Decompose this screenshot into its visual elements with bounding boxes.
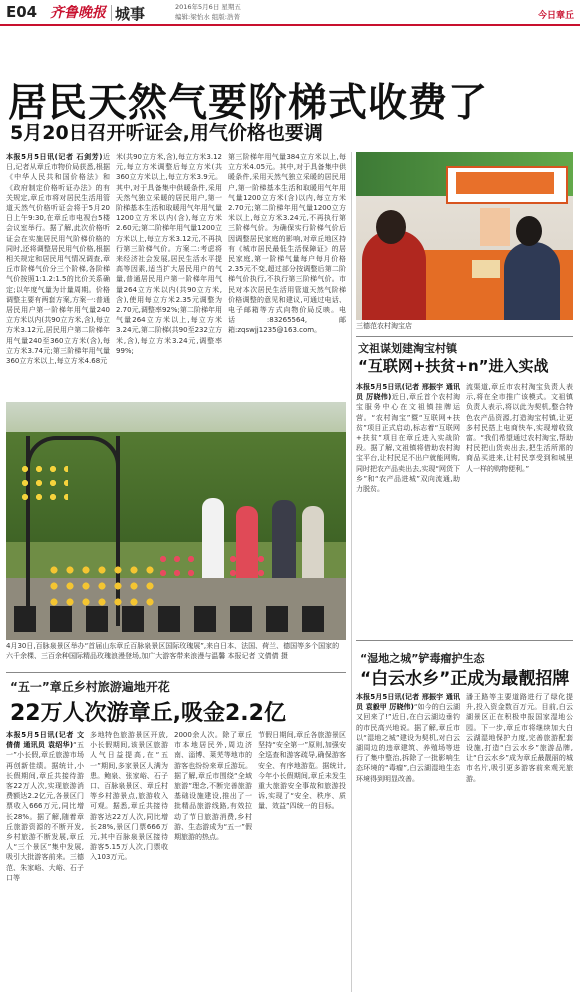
- tourism-kicker: “五一”章丘乡村旅游遍地开花: [10, 680, 170, 694]
- taobao-rule: [356, 336, 573, 337]
- wetland-kicker: “湿地之城”铲毒瘤护生态: [360, 652, 485, 665]
- masthead-divider: [111, 5, 112, 21]
- taobao-photo: [356, 152, 573, 320]
- tourism-column-2: [90, 730, 168, 992]
- photo-person-right: [504, 242, 560, 320]
- wetland-rule: [356, 640, 573, 641]
- tourism-text-4: 节假日期间,章丘各旅游景区坚持“安全第一”原则,加强安全巡查和游客疏导,确保游客安全、有序地游览。据统计,今年小长假期间,章丘未发生重大旅游安全事故和旅游投诉,实现了“安全、秩序、质量、效益”四统一的目标。: [258, 731, 346, 811]
- lead-subhead: 5月20日召开听证会,用气价格也要调: [10, 122, 323, 144]
- rose-photo: [6, 402, 346, 640]
- taobao-photo-caption: 三德范农村淘宝店: [356, 322, 412, 330]
- wetland-column-1: [356, 692, 460, 992]
- lead-text-1: 近日,记者从章丘市物价局获悉,根据《中华人民共和国价格法》和《政府制定价格听证办法》的有关规定,章丘市将对居民生活用管道天然气价格听证会将于5月20日上午9:30,在章丘市电视台5楼会议室举行。据了解,此次价格听证会在实施居民用气阶梯价格的同时,还将调整居民用气价格,根据相关规定和居民用气情况调查,章丘市阶梯气价分三个阶梯,各阶梯气价按照1:1.2:1.5的比价关系确定;以年度气量为计量周期。价格调整主要有两套方案,方案一:普通居民用户第一阶梯年用气量240立方米以内(共90立方米,含),每立方米3.12元,居民用户第二阶梯年用气量240至360立方米(含),每立方米3.74元;第三阶梯年用气量360立方米以上,每立方米4.68元: [6, 153, 110, 366]
- photo-sign-box-2: [456, 172, 554, 194]
- wetland-headline: “白云水乡”正成为最靓招牌: [360, 669, 570, 689]
- photo-visitor-1: [202, 498, 224, 578]
- lead-headline: 居民天然气要阶梯式收费了: [8, 81, 489, 126]
- lead-column-1: [6, 152, 110, 388]
- wetland-byline: 本报5月5日讯(记者 邢振宇 通讯员 袁毅甲 厉晓伟): [356, 693, 460, 712]
- photo-roses-1: [18, 462, 68, 502]
- column-divider: [351, 152, 352, 992]
- rose-photo-caption: 4月30日,百脉泉景区举办“首届山东章丘百脉泉景区国际玫瑰展”,来自日本、法国、荷兰、德国等多个国家的六千余棵、三百余种国际精品玫瑰浪漫登场,加广大游客带来浪漫与温馨 本报记者 文倩倩 摄: [6, 642, 340, 660]
- taobao-byline: 本报5月5日讯(记者 邢振宇 通讯员 厉晓伟): [356, 383, 460, 402]
- lead-column-2: [116, 152, 222, 388]
- lead-column-3: [228, 152, 346, 388]
- wetland-text-1: “如今的白云湖又回来了!”近日,在白云湖边垂钓的市民高兴地说。据了解,章丘市以“湿地之城”建设为契机,对白云湖周边的违章建筑、养殖场等进行了集中整治,拆除了一批影响生态环境的“毒瘤”,白云湖湿地生态环境得到明显改善。: [356, 703, 460, 783]
- taobao-kicker: 文祖谋划建淘宝村镇: [358, 342, 457, 355]
- photo-parcel: [472, 260, 500, 278]
- taobao-text-1: 近日,章丘首个农村淘宝服务中心在文祖镇挂牌运营。“农村淘宝”暨“互联网+扶贫”项目正式启动,标志着“互联网+扶贫”项目在章丘进入实战阶段。据了解,文祖镇将借助农村淘宝平台,让村民足不出户就能网购,同时把农产品卖出去,实现“网货下乡”和“农产品进城”双向流通,助力脱贫。: [356, 393, 460, 494]
- paper-logo: 齐鲁晚报: [50, 5, 106, 21]
- photo-roses-2: [46, 562, 156, 612]
- taobao-headline: “互联网+扶贫+n”进入实战: [358, 357, 549, 375]
- lead-byline: 本报5月5日讯(记者 石剑芳): [6, 153, 103, 161]
- tourism-text-1: “五一”小长假,章丘旅游市场再创新佳绩。据统计,小长假期间,章丘共接待游客22万人次,实现旅游消费额达2.2亿元,各景区门票收入666万元,同比增长28%。据了解,随着章丘旅游资源的不断开发,乡村旅游不断发展,章丘人“三个景区”集中发展,吸引大批游客前来。三德范、朱家峪、大峪、石子口等: [6, 741, 84, 882]
- lead-text-3: 第三阶梯年用气量384立方米以上,每立方米4.05元。其中,对于具备集中供暖条件,采用天然气独立采暖的居民用户,第一阶梯基本生活和取暖用气年用气量1200立方米(含)以内,每立方米2.70元;第二阶梯年用气量1200立方米以上,每立方米3.24元,不再执行第三阶梯气价。为确保实行阶梯气价后因调整居民家庭的影响,对章丘地区持有《城市居民最低生活保障证》的居民家庭,第一阶梯气量每户每月价格2.35元不变,超过部分按调整后第二阶梯气价执行,不执行第三阶梯气价。市民对本次居民生活用管道天然气阶梯价格调整的意见和建议,可通过电话、电子邮箱等方式向物价局反映。电话:83265564,邮箱:zqswjj1235@163.com。: [228, 153, 346, 335]
- tourism-headline: 22万人次游章丘,吸金2.2亿: [10, 701, 286, 726]
- masthead-rule: [0, 24, 580, 26]
- tourism-byline: 本报5月5日讯(记者 文倩倩 通讯员 袁绍华): [6, 731, 84, 750]
- photo-pots: [14, 606, 334, 632]
- photo-visitor-4: [302, 506, 324, 578]
- tourism-column-4: [258, 730, 346, 992]
- section-name: 城事: [115, 5, 146, 23]
- wetland-column-2: [466, 692, 573, 992]
- masthead: [0, 0, 580, 36]
- photo-head-right: [516, 216, 542, 246]
- tourism-column-3: [174, 730, 252, 992]
- wetland-text-2: 潘王路等主要道路进行了绿化提升,投入资金数百万元。目前,白云湖景区正在积极申报国家湿地公园。下一步,章丘市将继续加大白云湖湿地保护力度,完善旅游配套设施,打造“白云水乡”旅游品牌,让“白云水乡”成为章丘最靓丽的城市名片,吸引更多游客前来观光旅游。: [466, 693, 573, 783]
- lead-text-2: 米(共90立方米,含),每立方米3.12元,每立方米调整后每立方米(共360立方米以上,每立方米3.9元。其中,对于具备集中供暖条件,采用天然气独立采暖的居民用户,第一阶梯基本生活和取暖用气年用气量1200立方米以内(含),每立方米2.60元;第二阶梯年用气量1200立方米以上,每立方米3.12元,不再执行第三阶梯气价。方案二:考虑将来经济社会发展,居民生活水平提高等因素,适当扩大居民用户的气量,普通居民用户第一阶梯年用气量264立方米以内(共90立方米,含),使用每立方米2.35元调整为2.70元,调整率92%;第二阶梯年用气量264立方米以上,每立方米3.24元,第二阶梯(共90至232立方米,含),每立方米3.24元,调整率99%;: [116, 153, 222, 355]
- edition-tag: 今日章丘: [537, 11, 574, 21]
- date-line: 2016年5月6日 星期五: [175, 3, 241, 11]
- tourism-rule: [6, 672, 346, 673]
- editor-line: 编辑:梁怡水 组版:浩菁: [175, 13, 240, 21]
- page-number: E04: [6, 3, 38, 21]
- tourism-text-3: 2000余人次。除了章丘市本地居民外,周边济南、淄博、莱芜等地市的游客也纷纷来章丘游玩。据了解,章丘市围绕“全域旅游”理念,不断完善旅游基础设施建设,推出了一批精品旅游线路,有效拉动了节日旅游消费,乡村游、生态游成为“五一”假期旅游的热点。: [174, 731, 252, 842]
- taobao-column-1: [356, 382, 460, 632]
- tourism-text-2: 多地特色旅游景区开放,小长假期间,该景区旅游人气日益提高,在“五一”期间,多家景区人满为患。鲍泉、张家峪、石子口、百脉泉景区、章丘村等乡村游景点,旅游收入可观。据悉,章丘共接待游客达22万人次,同比增长28%,景区门票666万元,其中百脉泉景区接待游客5.15万人次,门票收入103万元。: [90, 731, 168, 862]
- taobao-text-2: 流渠道,章丘市农村淘宝负责人表示,将在全市推广该模式。文祖镇负责人表示,将以此为契机,整合特色农产品资源,打造淘宝村镇,让更多村民搭上电商快车,实现增收致富。“我们希望通过农村淘宝,帮助村民把山货卖出去,把生活所需的商品买进来,让村民享受到和城里人一样的购物便利。”: [466, 383, 573, 473]
- photo-visitor-2: [236, 506, 258, 578]
- photo-poster: [480, 208, 510, 246]
- taobao-column-2: [466, 382, 573, 632]
- photo-visitor-3: [272, 500, 296, 578]
- tourism-column-1: [6, 730, 84, 992]
- photo-head-left: [376, 210, 406, 244]
